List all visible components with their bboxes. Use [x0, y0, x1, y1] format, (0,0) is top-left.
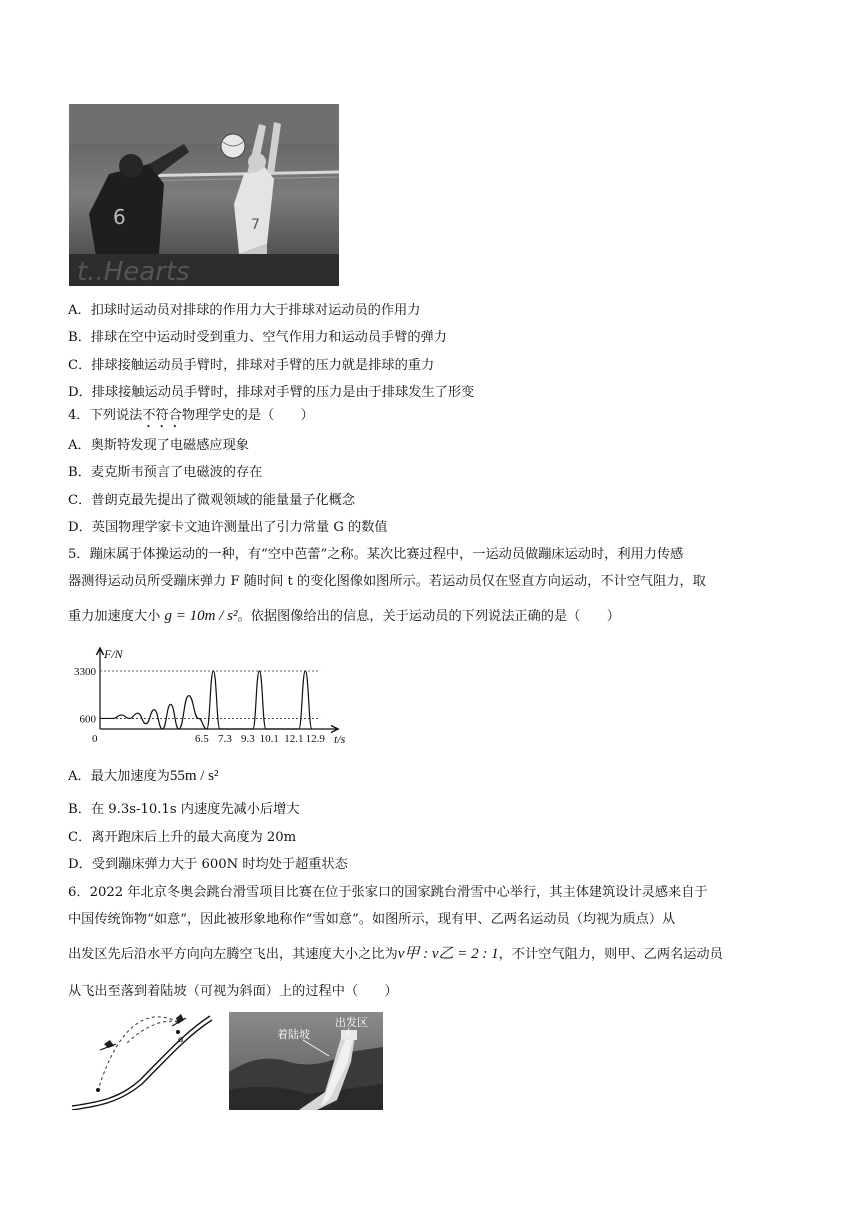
x-tick-label-12.1: 12.1 — [284, 733, 304, 745]
x-tick-label-10.1: 10.1 — [259, 733, 279, 745]
q4-option-d: D．英国物理学家卡文迪许测量出了引力常量 G 的数值 — [68, 520, 388, 535]
q5-option-a-formula: 55m / s² — [169, 768, 219, 784]
q4-stem-post: 物理学史的是（ ） — [181, 408, 314, 423]
q3-option-c: C．排球接触运动员手臂时，排球对手臂的压力就是排球的重力 — [68, 358, 435, 373]
q5-gravity-formula: g = 10m / s² — [164, 608, 238, 624]
volleyball-photo — [69, 104, 339, 286]
q3-option-b: B．排球在空中运动时受到重力、空气作用力和运动员手臂的弹力 — [68, 330, 447, 345]
q4-option-b: B．麦克斯韦预言了电磁波的存在 — [68, 465, 263, 480]
q6-stem-line3-post: ，不计空气阻力，则甲、乙两名运动员 — [498, 947, 723, 962]
q5-stem-line1: 5．蹦床属于体操运动的一种，有“空中芭蕾”之称。某次比赛过程中，一运动员做蹦床运动时，利用力传感 — [68, 547, 684, 562]
q6-velocity-ratio: v甲 : v乙 = 2 : 1 — [397, 946, 499, 962]
ski-slope-diagram — [70, 1010, 220, 1110]
y-tick-label-3300: 3300 — [74, 666, 96, 678]
q4-stem — [68, 407, 314, 431]
ski-jump-photo — [229, 1012, 383, 1110]
force-curve — [100, 671, 312, 729]
diagram-label-a: a — [178, 1033, 184, 1045]
q4-stem-pre: 4．下列说法 — [68, 408, 143, 423]
q5-option-b: B．在 9.3s-10.1s 内速度先减小后增大 — [68, 802, 300, 817]
q5-option-d: D．受到蹦床弹力大于 600N 时均处于超重状态 — [68, 857, 348, 872]
q5-stem-line2: 器测得运动员所受蹦床弹力 F 随时间 t 的变化图像如图所示。若运动员仅在竖直方向运动，不计空气阻力，取 — [68, 574, 706, 589]
x-tick-label-6.5: 6.5 — [194, 733, 209, 745]
svg-text:t..Hearts: t..Hearts — [77, 257, 190, 286]
x-axis-label: t/s — [334, 732, 346, 746]
svg-text:7: 7 — [251, 217, 260, 233]
q5-stem-line3-pre: 重力加速度大小 — [68, 609, 161, 624]
q4-option-a: A．奥斯特发现了电磁感应现象 — [68, 438, 249, 453]
q5-stem-line3-post: 。依据图像给出的信息，关于运动员的下列说法正确的是（ ） — [237, 609, 620, 624]
q6-stem-line3-pre: 出发区先后沿水平方向向左腾空飞出，其速度大小之比为 — [68, 947, 398, 962]
q5-stem-line3 — [68, 607, 620, 626]
force-time-chart — [68, 642, 368, 752]
x-tick-label-7.3: 7.3 — [217, 733, 232, 745]
svg-text:6: 6 — [113, 205, 126, 229]
q3-option-a: A．扣球时运动员对排球的作用力大于排球对运动员的作用力 — [68, 303, 421, 318]
q6-stem-line1: 6．2022 年北京冬奥会跳台滑雪项目比赛在位于张家口的国家跳台滑雪中心举行，其主体建筑设计灵感来自于 — [68, 885, 708, 900]
q4-stem-emphasis: 不符合 — [142, 408, 182, 423]
q5-option-a-pre: A．最大加速度为 — [68, 769, 170, 784]
photo-label-landing-slope: 着陆坡 — [277, 1028, 310, 1041]
q6-stem-line2: 中国传统饰物“如意”，因此被形象地称作“雪如意”。如图所示，现有甲、乙两名运动员（均视为质点）从 — [68, 912, 676, 927]
y-tick-label-600: 600 — [79, 713, 96, 726]
q4-option-c: C．普朗克最先提出了微观领域的能量量子化概念 — [68, 493, 356, 508]
q5-option-a — [68, 767, 219, 786]
q6-stem-line3 — [68, 945, 723, 964]
x-tick-label-12.9: 12.9 — [305, 733, 325, 745]
y-axis-label: F/N — [104, 647, 123, 661]
x-tick-label-9.3: 9.3 — [240, 733, 255, 745]
origin-label: 0 — [92, 733, 98, 745]
q3-option-d: D．排球接触运动员手臂时，排球对手臂的压力是由于排球发生了形变 — [68, 385, 475, 400]
q6-stem-line4: 从飞出至落到着陆坡（可视为斜面）上的过程中（ ） — [68, 984, 398, 999]
photo-label-start-area: 出发区 — [335, 1016, 368, 1029]
q5-option-c: C．离开跑床后上升的最大高度为 20m — [68, 830, 297, 845]
